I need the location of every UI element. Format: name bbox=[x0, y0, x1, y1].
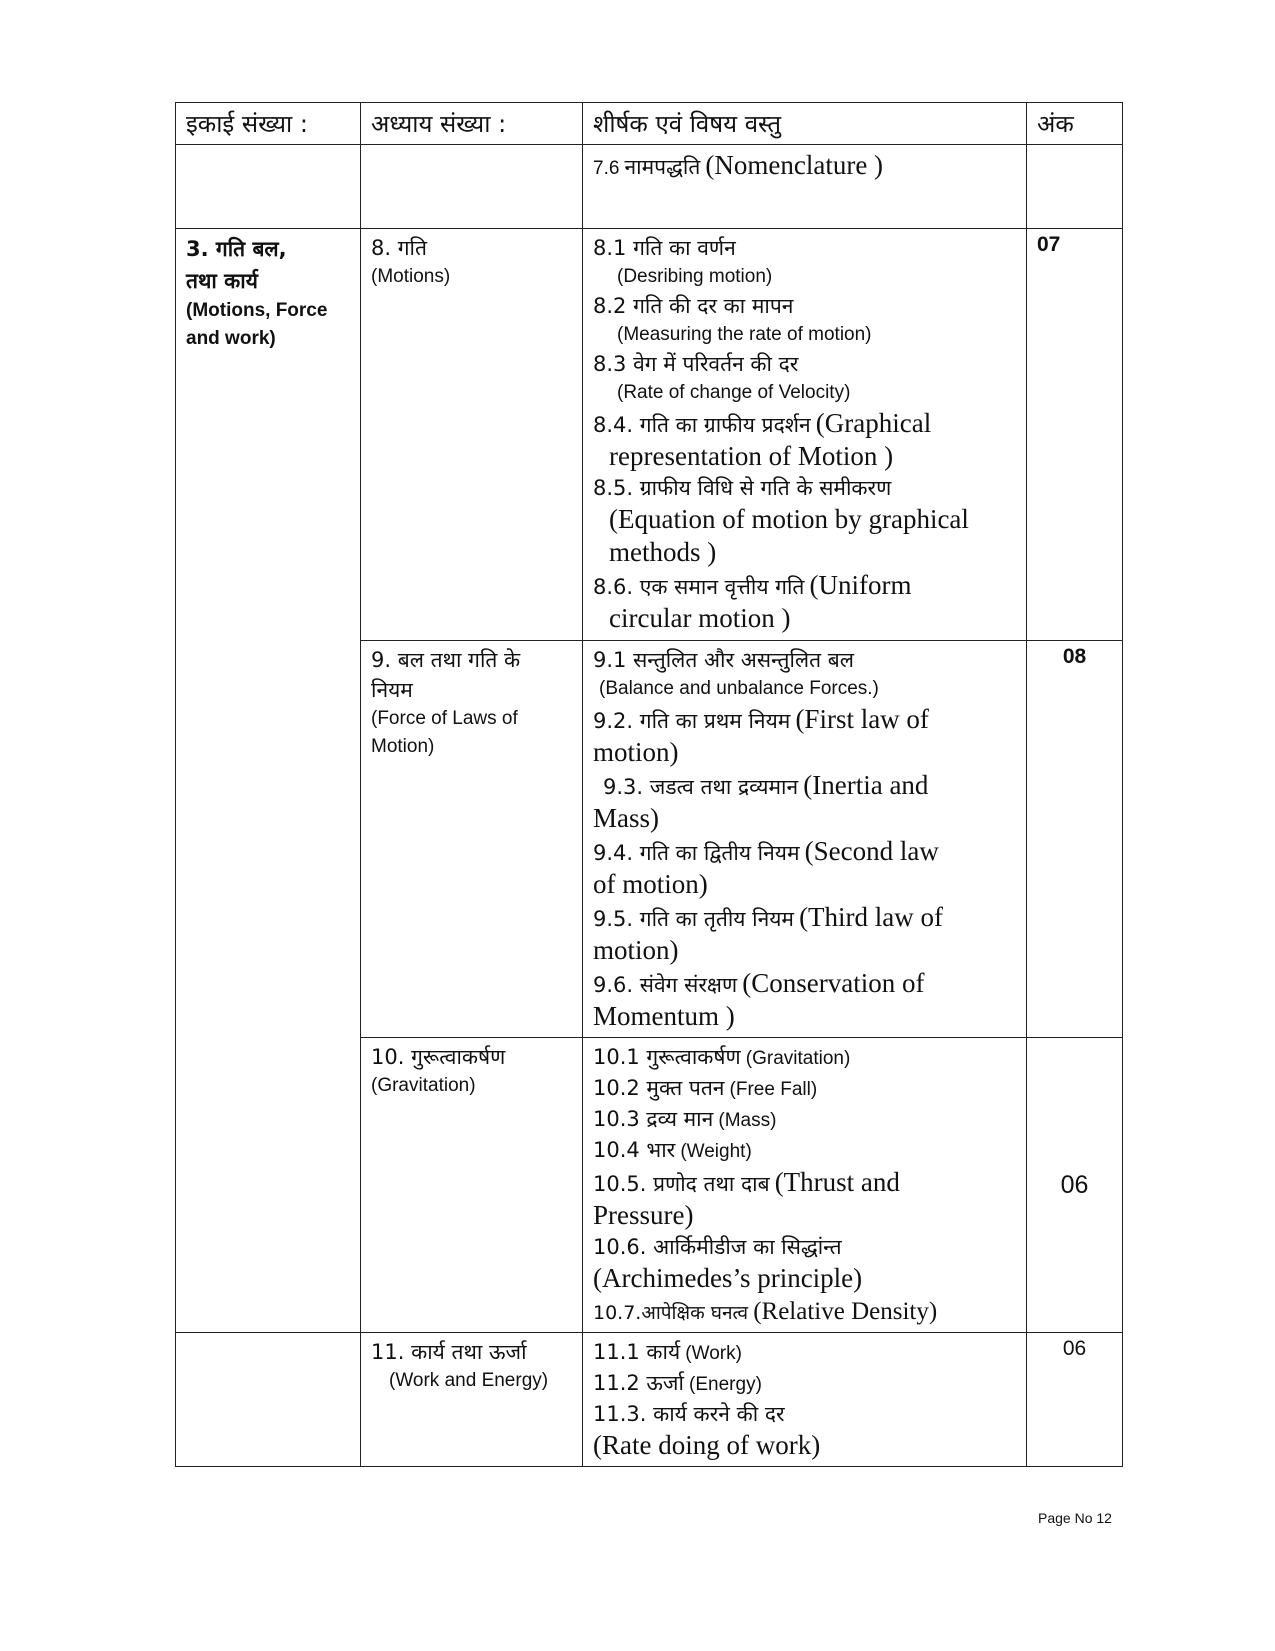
chapter-cell: 10. गुरूत्वाकर्षण (Gravitation) bbox=[361, 1038, 583, 1333]
topics-cell: 10.1 गुरूत्वाकर्षण (Gravitation) 10.2 मुक्त पतन (Free Fall) 10.3 द्रव्य मान (Mass) 10.4 भार (Weight) 10.5. प्रणोद तथा दाब (Thrust and Pressure) 10.6. आर्किमीडीज का सिद्धांन्त (Archimedes’s principle) 10.7.आपेक्षिक घनत्व (Relative Density) bbox=[583, 1038, 1027, 1333]
chapter-cell: 8. गति (Motions) bbox=[361, 229, 583, 641]
unit-cell-empty bbox=[176, 1333, 361, 1467]
unit-cell-empty bbox=[176, 145, 361, 229]
chapter-cell-empty bbox=[361, 145, 583, 229]
marks-cell: 06 bbox=[1027, 1333, 1123, 1467]
table-row bbox=[176, 229, 1123, 641]
page-number: Page No 12 bbox=[1038, 1510, 1112, 1526]
unit-cell: 3. गति बल, तथा कार्य (Motions, Force and work) bbox=[176, 229, 361, 1333]
table-row bbox=[176, 145, 1123, 229]
table-row bbox=[176, 1333, 1123, 1467]
syllabus-table bbox=[175, 102, 1123, 1467]
topics-cell bbox=[583, 145, 1027, 229]
header-unit: इकाई संख्या : bbox=[176, 103, 361, 145]
chapter-cell: 11. कार्य तथा ऊर्जा (Work and Energy) bbox=[361, 1333, 583, 1467]
topics-cell: 11.1 कार्य (Work) 11.2 ऊर्जा (Energy) 11.3. कार्य करने की दर (Rate doing of work) bbox=[583, 1333, 1027, 1467]
topic-7-6: 7.6 नामपद्धति (Nomenclature ) bbox=[593, 150, 884, 180]
chapter-cell: 9. बल तथा गति के नियम (Force of Laws of Motion) bbox=[361, 641, 583, 1038]
topics-cell: 8.1 गति का वर्णन (Desribing motion) 8.2 गति की दर का मापन (Measuring the rate of motion) 8.3 वेग में परिवर्तन की दर (Rate of change of Velocity) 8.4. गति का ग्राफीय प्रदर्शन (Graphical representation of Motion ) 8.5. ग्राफीय विधि से गति के समीकरण (Equation of motion by graphical methods ) 8.6. एक समान वृत्तीय गति (Uniform circular motion ) bbox=[583, 229, 1027, 641]
header-title: शीर्षक एवं विषय वस्तु bbox=[583, 103, 1027, 145]
marks-cell-empty bbox=[1027, 145, 1123, 229]
marks-cell: 06 bbox=[1027, 1038, 1123, 1333]
header-chapter: अध्याय संख्या : bbox=[361, 103, 583, 145]
topics-cell: 9.1 सन्तुलित और असन्तुलित बल (Balance and unbalance Forces.) 9.2. गति का प्रथम नियम (First law of motion) 9.3. जडत्व तथा द्रव्यमान (Inertia and Mass) 9.4. गति का द्वितीय नियम (Second law of motion) 9.5. गति का तृतीय नियम (Third law of motion) 9.6. संवेग संरक्षण (Conservation of Momentum ) bbox=[583, 641, 1027, 1038]
marks-cell: 08 bbox=[1027, 641, 1123, 1038]
marks-cell: 07 bbox=[1027, 229, 1123, 641]
header-row bbox=[176, 103, 1123, 145]
header-marks: अंक bbox=[1027, 103, 1123, 145]
